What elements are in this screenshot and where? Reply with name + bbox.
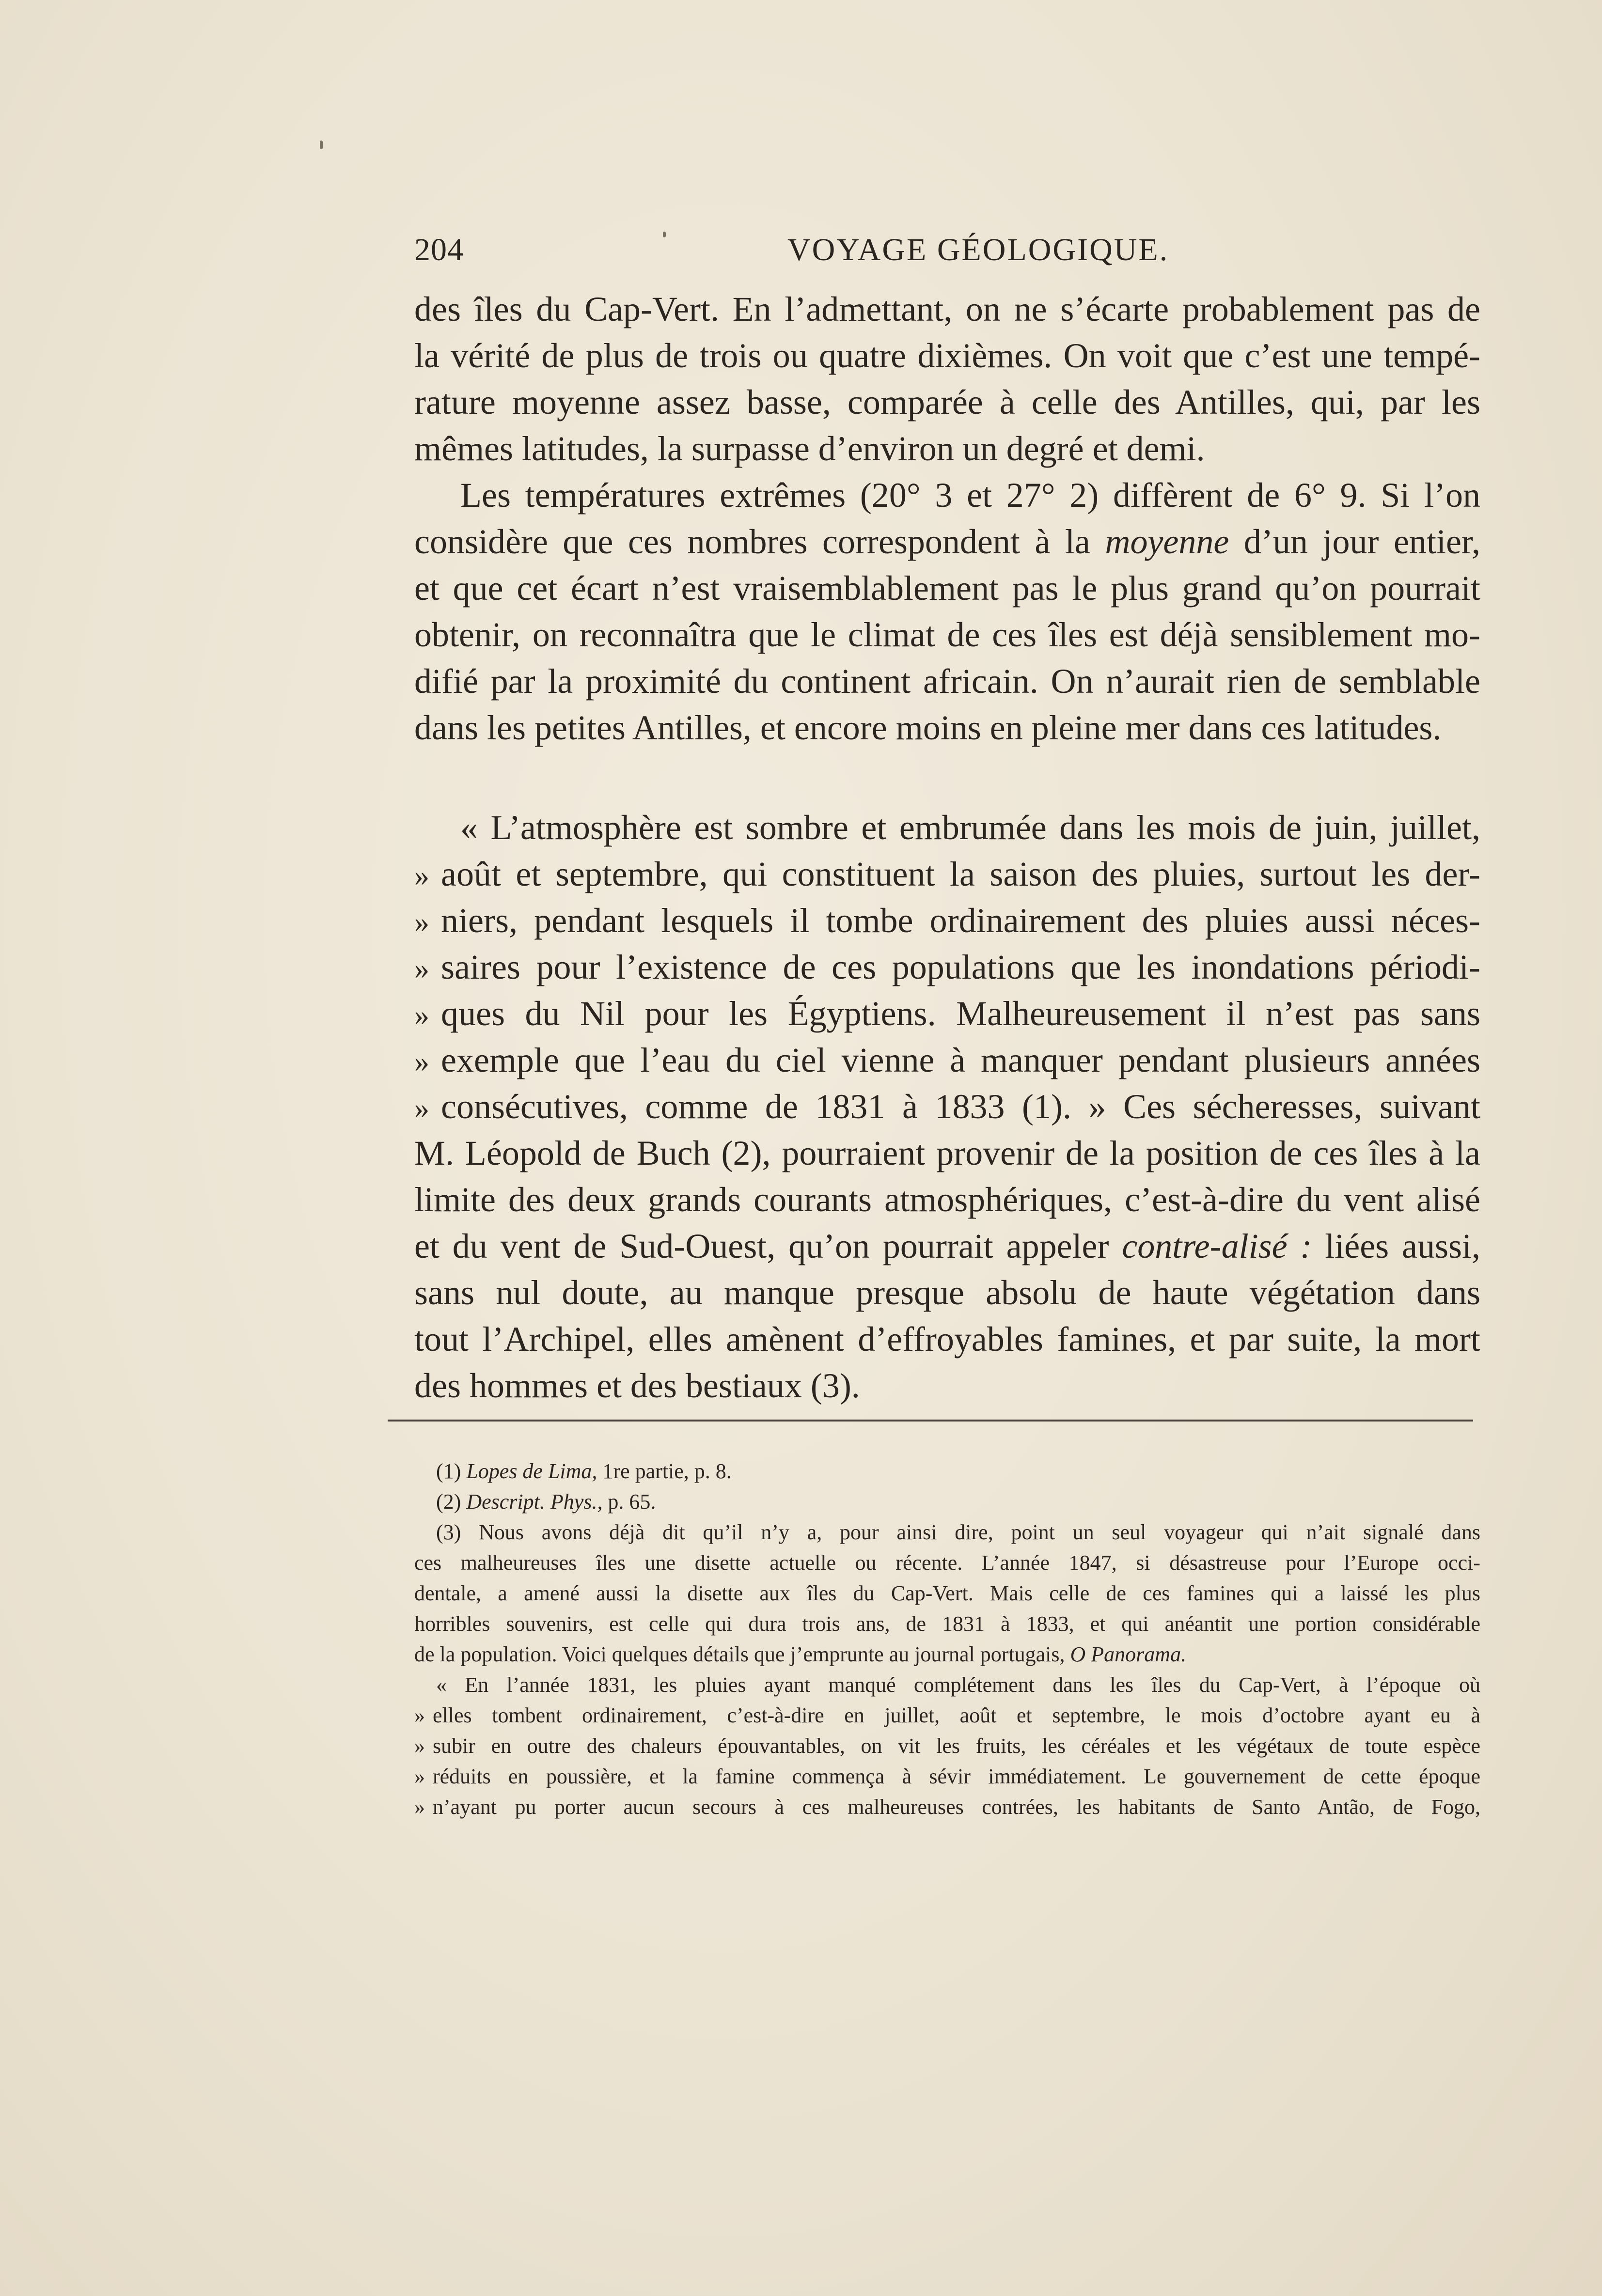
- text-line: Les températures extrêmes (20° 3 et 27° 2) diffèrent de 6° 9. Si l’on: [460, 476, 1480, 515]
- paper-speck: [663, 232, 666, 237]
- footnote-quote-line: » subir en outre des chaleurs épouvantables, on vit les fruits, les céréales et les végétaux de toute espèce: [414, 1734, 1480, 1758]
- text-line: sans nul doute, au manque presque absolu de haute végétation dans: [414, 1273, 1480, 1312]
- page-number: 204: [414, 232, 464, 267]
- italic-term: contre-alisé :: [1122, 1227, 1312, 1265]
- text-line: difié par la proximité du continent africain. On n’aurait rien de semblable: [414, 662, 1480, 701]
- footnote-1: (1) Lopes de Lima, 1re partie, p. 8.: [436, 1459, 732, 1483]
- text-line: des hommes et des bestiaux (3).: [414, 1366, 860, 1405]
- paragraph-1: [414, 286, 1480, 472]
- footnote-quote-line: « En l’année 1831, les pluies ayant manqué complétement dans les îles du Cap-Vert, à l’époque où: [436, 1673, 1480, 1697]
- text-line: dans les petites Antilles, et encore moins en pleine mer dans ces latitudes.: [414, 708, 1442, 747]
- text-line: » exemple que l’eau du ciel vienne à manquer pendant plusieurs années: [414, 1041, 1480, 1079]
- footnote-3-line: ces malheureuses îles une disette actuelle ou récente. L’année 1847, si désastreuse pour l’Europe occi-: [414, 1551, 1480, 1575]
- footnote-2: (2) Descript. Phys., p. 65.: [436, 1490, 656, 1514]
- footnote-quote-line: » n’ayant pu porter aucun secours à ces malheureuses contrées, les habitants de Santo Antão, de Fogo,: [414, 1795, 1480, 1819]
- footnote-3-line: horribles souvenirs, est celle qui dura trois ans, de 1831 à 1833, et qui anéantit une portion considérable: [414, 1612, 1480, 1636]
- text-line: obtenir, on reconnaîtra que le climat de ces îles est déjà sensiblement mo-: [414, 615, 1480, 654]
- text-line: et du vent de Sud-Ouest, qu’on pourrait appeler contre-alisé : liées aussi,: [414, 1227, 1481, 1265]
- paragraph-2: [414, 472, 1480, 751]
- footnotes: [414, 1456, 1480, 1822]
- text-line: » saires pour l’existence de ces populations que les inondations périodi-: [414, 948, 1480, 986]
- footnote-divider: [388, 1420, 1473, 1421]
- running-title: VOYAGE GÉOLOGIQUE.: [787, 232, 1169, 267]
- italic-term: moyenne: [1105, 522, 1229, 561]
- text-line: mêmes latitudes, la surpasse d’environ un degré et demi.: [414, 429, 1205, 468]
- text-line: » niers, pendant lesquels il tombe ordinairement des pluies aussi néces-: [414, 901, 1480, 940]
- text-line: « L’atmosphère est sombre et embrumée dans les mois de juin, juillet,: [460, 808, 1480, 847]
- text-line: » août et septembre, qui constituent la saison des pluies, surtout les der-: [414, 855, 1480, 893]
- footnote-3-line: de la population. Voici quelques détails que j’emprunte au journal portugais, O Panorama.: [414, 1642, 1187, 1666]
- page-header: [414, 232, 1480, 275]
- text-line: » consécutives, comme de 1831 à 1833 (1). » Ces sécheresses, suivant: [414, 1087, 1480, 1126]
- footnote-3-line: (3) Nous avons déjà dit qu’il n’y a, pour ainsi dire, point un seul voyageur qui n’ait signalé dans: [436, 1520, 1480, 1544]
- text-line: rature moyenne assez basse, comparée à celle des Antilles, qui, par les: [414, 383, 1480, 422]
- text-line: tout l’Archipel, elles amènent d’effroyables famines, et par suite, la mort: [414, 1320, 1480, 1359]
- main-text: [414, 286, 1480, 1409]
- footnote-quote-line: » réduits en poussière, et la famine commença à sévir immédiatement. Le gouvernement de cette époque: [414, 1765, 1480, 1788]
- text-line: la vérité de plus de trois ou quatre dixièmes. On voit que c’est une tempé-: [414, 336, 1480, 375]
- text-line: considère que ces nombres correspondent à la moyenne d’un jour entier,: [414, 522, 1481, 561]
- text-line: limite des deux grands courants atmosphériques, c’est-à-dire du vent alisé: [414, 1180, 1480, 1219]
- quotation-paragraph: [414, 804, 1480, 1409]
- text-line: » ques du Nil pour les Égyptiens. Malheureusement il n’est pas sans: [414, 994, 1480, 1033]
- footnote-3-line: dentale, a amené aussi la disette aux îles du Cap-Vert. Mais celle de ces famines qui a laissé les plus: [414, 1581, 1480, 1605]
- text-line: et que cet écart n’est vraisemblablement pas le plus grand qu’on pourrait: [414, 569, 1480, 608]
- footnote-quote-line: » elles tombent ordinairement, c’est-à-dire en juillet, août et septembre, le mois d’octobre ayant eu à: [414, 1703, 1480, 1727]
- paper-speck: [320, 141, 323, 149]
- text-line: M. Léopold de Buch (2), pourraient provenir de la position de ces îles à la: [414, 1134, 1480, 1172]
- text-line: des îles du Cap-Vert. En l’admettant, on ne s’écarte probablement pas de: [414, 290, 1480, 328]
